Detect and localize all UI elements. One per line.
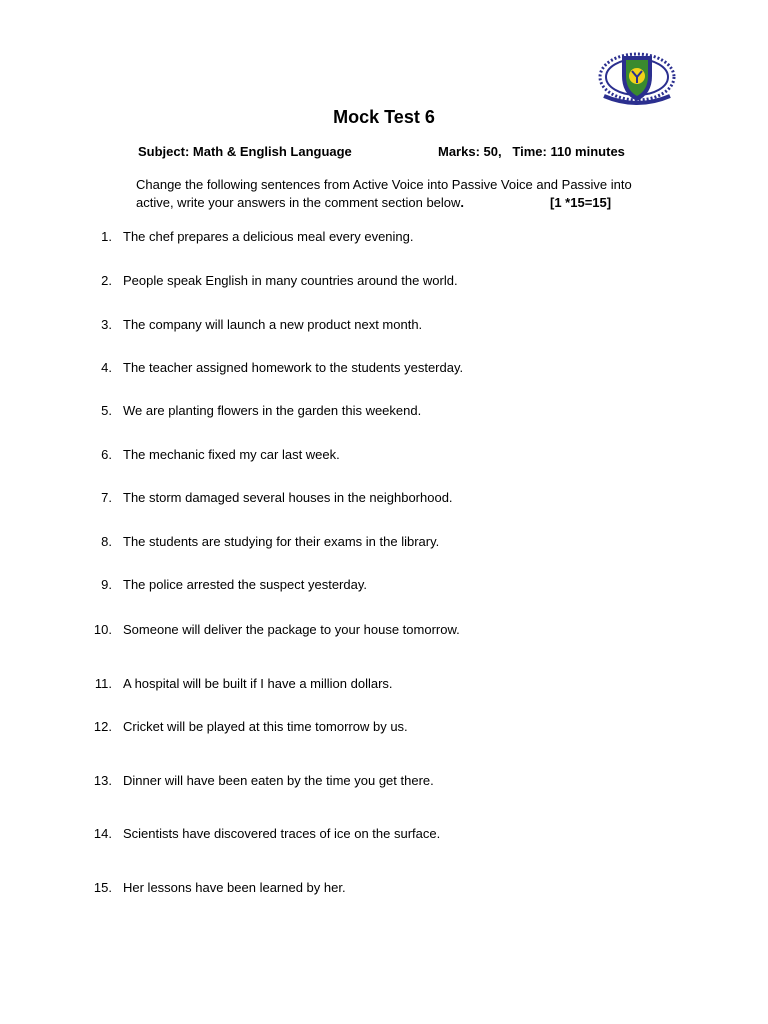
question-text: Someone will deliver the package to your house tomorrow. <box>123 622 460 637</box>
question-text: A hospital will be built if I have a million dollars. <box>123 676 393 691</box>
instructions-line-2-text: active, write your answers in the comment section below <box>136 195 461 210</box>
question-text: The students are studying for their exams in the library. <box>123 534 440 549</box>
question-text: The storm damaged several houses in the neighborhood. <box>123 490 453 505</box>
instructions-line-2-period: . <box>460 195 465 210</box>
marks-time-label: Marks: 50, Time: 110 minutes <box>438 144 625 159</box>
instructions <box>136 176 676 212</box>
school-crest-logo <box>598 46 676 108</box>
question-number: 15. <box>93 880 112 895</box>
question-text: The police arrested the suspect yesterday. <box>123 577 367 592</box>
question-text: The teacher assigned homework to the students yesterday. <box>123 360 464 375</box>
question-text: We are planting flowers in the garden this weekend. <box>123 403 422 418</box>
question-text: Her lessons have been learned by her. <box>123 880 346 895</box>
question-text: The company will launch a new product next month. <box>123 317 423 332</box>
question-number: 10. <box>93 622 112 637</box>
question-text: People speak English in many countries around the world. <box>123 273 458 288</box>
question-number: 1. <box>101 229 112 244</box>
question-text: Scientists have discovered traces of ice on the surface. <box>123 826 441 841</box>
question-number: 14. <box>93 826 112 841</box>
question-text: The chef prepares a delicious meal every evening. <box>123 229 414 244</box>
page-title: Mock Test 6 <box>333 107 435 127</box>
question-number: 11. <box>94 676 112 691</box>
question-text: Dinner will have been eaten by the time you get there. <box>123 773 434 788</box>
question-number: 3. <box>101 317 112 332</box>
question-number: 9. <box>101 577 112 592</box>
score-label: [1 *15=15] <box>550 195 612 210</box>
question-number: 12. <box>93 719 112 734</box>
instructions-line-1: Change the following sentences from Active Voice into Passive Voice and Passive into <box>136 177 632 192</box>
question-number: 13. <box>93 773 112 788</box>
question-text: Cricket will be played at this time tomorrow by us. <box>123 719 408 734</box>
question-number: 2. <box>101 273 112 288</box>
question-text: The mechanic fixed my car last week. <box>123 447 340 462</box>
question-number: 7. <box>101 490 112 505</box>
question-number: 4. <box>101 360 112 375</box>
question-number: 6. <box>101 447 112 462</box>
subject-label: Subject: Math & English Language <box>138 144 352 159</box>
question-number: 5. <box>101 403 112 418</box>
question-number: 8. <box>101 534 112 549</box>
